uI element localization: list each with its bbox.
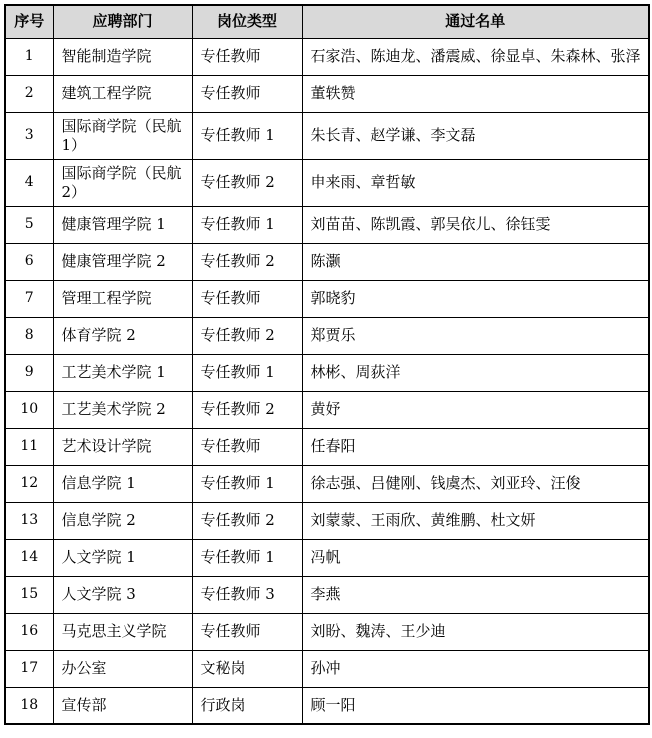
pass-list-cell: 刘苗苗、陈凯霞、郭吴依儿、徐钰雯 (302, 206, 649, 243)
table-row (5, 576, 649, 613)
header-serial-number: 序号 (5, 5, 53, 38)
position-type-cell: 专任教师 1 (192, 539, 302, 576)
table-header (5, 5, 649, 38)
recruitment-pass-list-table (4, 4, 650, 725)
serial-number-cell: 1 (5, 38, 53, 75)
pass-list-cell: 石家浩、陈迪龙、潘震威、徐显卓、朱森林、张泽 (302, 38, 649, 75)
position-type-cell: 专任教师 1 (192, 206, 302, 243)
serial-number-cell: 8 (5, 317, 53, 354)
serial-number-cell: 17 (5, 650, 53, 687)
pass-list-cell: 孙冲 (302, 650, 649, 687)
table-row (5, 280, 649, 317)
table-row (5, 465, 649, 502)
department-cell: 工艺美术学院 1 (53, 354, 192, 391)
department-cell: 体育学院 2 (53, 317, 192, 354)
position-type-cell: 专任教师 2 (192, 317, 302, 354)
department-cell: 人文学院 1 (53, 539, 192, 576)
position-type-cell: 专任教师 (192, 613, 302, 650)
department-cell: 马克思主义学院 (53, 613, 192, 650)
pass-list-cell: 董轶赞 (302, 75, 649, 112)
position-type-cell: 专任教师 1 (192, 112, 302, 159)
position-type-cell: 专任教师 (192, 428, 302, 465)
position-type-cell: 专任教师 2 (192, 159, 302, 206)
department-cell: 艺术设计学院 (53, 428, 192, 465)
pass-list-cell: 任春阳 (302, 428, 649, 465)
serial-number-cell: 5 (5, 206, 53, 243)
table-row (5, 391, 649, 428)
pass-list-cell: 林彬、周荻洋 (302, 354, 649, 391)
serial-number-cell: 9 (5, 354, 53, 391)
pass-list-cell: 刘蒙蒙、王雨欣、黄维鹏、杜文妍 (302, 502, 649, 539)
position-type-cell: 专任教师 1 (192, 465, 302, 502)
pass-list-cell: 郑贾乐 (302, 317, 649, 354)
header-row (5, 5, 649, 38)
table-row (5, 354, 649, 391)
table-row (5, 428, 649, 465)
serial-number-cell: 11 (5, 428, 53, 465)
department-cell: 健康管理学院 2 (53, 243, 192, 280)
table-row (5, 206, 649, 243)
position-type-cell: 专任教师 2 (192, 391, 302, 428)
department-cell: 管理工程学院 (53, 280, 192, 317)
pass-list-cell: 徐志强、吕健刚、钱虞杰、刘亚玲、汪俊 (302, 465, 649, 502)
serial-number-cell: 14 (5, 539, 53, 576)
pass-list-cell: 黄妤 (302, 391, 649, 428)
position-type-cell: 专任教师 (192, 280, 302, 317)
pass-list-cell: 郭晓豹 (302, 280, 649, 317)
department-cell: 办公室 (53, 650, 192, 687)
position-type-cell: 文秘岗 (192, 650, 302, 687)
table-row (5, 317, 649, 354)
serial-number-cell: 12 (5, 465, 53, 502)
table-body (5, 38, 649, 724)
pass-list-cell: 冯帆 (302, 539, 649, 576)
serial-number-cell: 4 (5, 159, 53, 206)
serial-number-cell: 13 (5, 502, 53, 539)
header-position-type: 岗位类型 (192, 5, 302, 38)
department-cell: 健康管理学院 1 (53, 206, 192, 243)
position-type-cell: 专任教师 (192, 75, 302, 112)
table-row (5, 112, 649, 159)
serial-number-cell: 18 (5, 687, 53, 724)
pass-list-cell: 申来雨、章哲敏 (302, 159, 649, 206)
table-row (5, 687, 649, 724)
table-row (5, 650, 649, 687)
serial-number-cell: 3 (5, 112, 53, 159)
serial-number-cell: 7 (5, 280, 53, 317)
pass-list-cell: 刘盼、魏涛、王少迪 (302, 613, 649, 650)
table-row (5, 502, 649, 539)
table-row (5, 613, 649, 650)
department-cell: 宣传部 (53, 687, 192, 724)
pass-list-cell: 顾一阳 (302, 687, 649, 724)
table-row (5, 75, 649, 112)
pass-list-cell: 陈灏 (302, 243, 649, 280)
serial-number-cell: 16 (5, 613, 53, 650)
department-cell: 信息学院 2 (53, 502, 192, 539)
position-type-cell: 专任教师 2 (192, 243, 302, 280)
table-row (5, 539, 649, 576)
table-row (5, 159, 649, 206)
table-row (5, 243, 649, 280)
serial-number-cell: 10 (5, 391, 53, 428)
serial-number-cell: 6 (5, 243, 53, 280)
serial-number-cell: 2 (5, 75, 53, 112)
position-type-cell: 行政岗 (192, 687, 302, 724)
pass-list-cell: 朱长青、赵学谦、李文磊 (302, 112, 649, 159)
position-type-cell: 专任教师 (192, 38, 302, 75)
pass-list-cell: 李燕 (302, 576, 649, 613)
header-pass-list: 通过名单 (302, 5, 649, 38)
department-cell: 国际商学院（民航1） (53, 112, 192, 159)
table-row (5, 38, 649, 75)
position-type-cell: 专任教师 2 (192, 502, 302, 539)
serial-number-cell: 15 (5, 576, 53, 613)
department-cell: 信息学院 1 (53, 465, 192, 502)
department-cell: 工艺美术学院 2 (53, 391, 192, 428)
department-cell: 建筑工程学院 (53, 75, 192, 112)
department-cell: 智能制造学院 (53, 38, 192, 75)
department-cell: 人文学院 3 (53, 576, 192, 613)
position-type-cell: 专任教师 1 (192, 354, 302, 391)
header-department: 应聘部门 (53, 5, 192, 38)
department-cell: 国际商学院（民航2） (53, 159, 192, 206)
position-type-cell: 专任教师 3 (192, 576, 302, 613)
